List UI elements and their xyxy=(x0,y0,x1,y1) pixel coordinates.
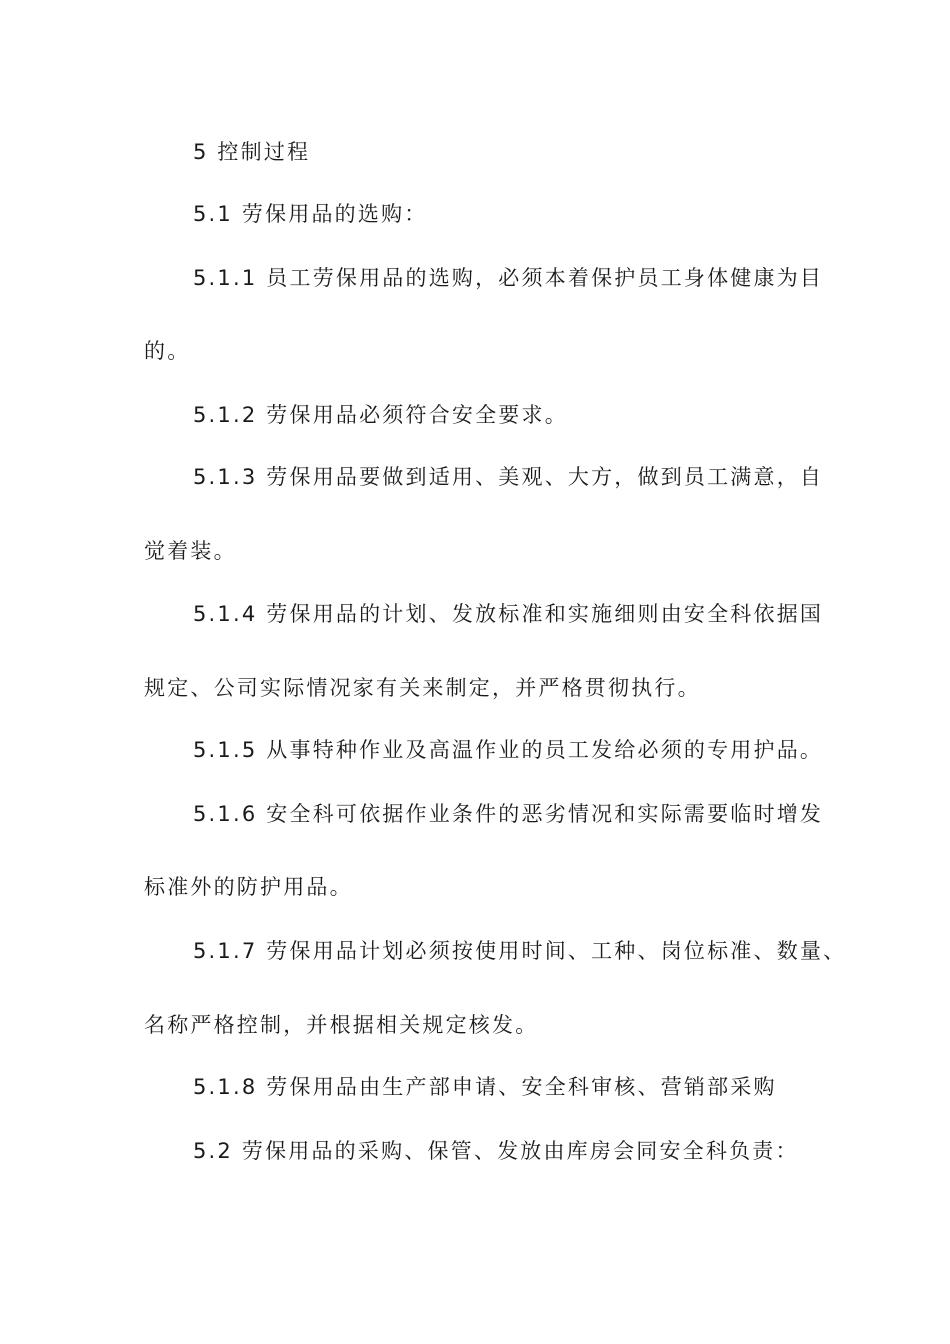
paragraph-5-1-8: 5.1.8 劳保用品由生产部申请、安全科审核、营销部采购 xyxy=(193,1075,777,1099)
paragraph-5-1-4-cont: 规定、公司实际情况家有关来制定，并严格贯彻执行。 xyxy=(144,676,701,700)
section-heading-5-2: 5.2 劳保用品的采购、保管、发放由库房会同安全科负责： xyxy=(193,1139,799,1163)
paragraph-5-1-1: 5.1.1 员工劳保用品的选购，必须本着保护员工身体健康为目 xyxy=(193,266,824,290)
paragraph-5-1-3-cont: 觉着装。 xyxy=(144,539,237,563)
paragraph-5-1-6-cont: 标准外的防护用品。 xyxy=(144,875,353,899)
paragraph-5-1-6: 5.1.6 安全科可依据作业条件的恶劣情况和实际需要临时增发 xyxy=(193,802,824,826)
paragraph-5-1-3: 5.1.3 劳保用品要做到适用、美观、大方，做到员工满意，自 xyxy=(193,465,824,489)
paragraph-5-1-1-cont: 的。 xyxy=(144,339,191,363)
paragraph-5-1-2: 5.1.2 劳保用品必须符合安全要求。 xyxy=(193,403,568,427)
section-heading-5: 5 控制过程 xyxy=(193,140,311,164)
paragraph-5-1-5: 5.1.5 从事特种作业及高温作业的员工发给必须的专用护品。 xyxy=(193,738,824,762)
paragraph-5-1-7-cont: 名称严格控制，并根据相关规定核发。 xyxy=(144,1013,539,1037)
paragraph-5-1-4: 5.1.4 劳保用品的计划、发放标准和实施细则由安全科依据国 xyxy=(193,602,824,626)
section-heading-5-1: 5.1 劳保用品的选购： xyxy=(193,202,428,226)
paragraph-5-1-7: 5.1.7 劳保用品计划必须按使用时间、工种、岗位标准、数量、 xyxy=(193,939,847,963)
